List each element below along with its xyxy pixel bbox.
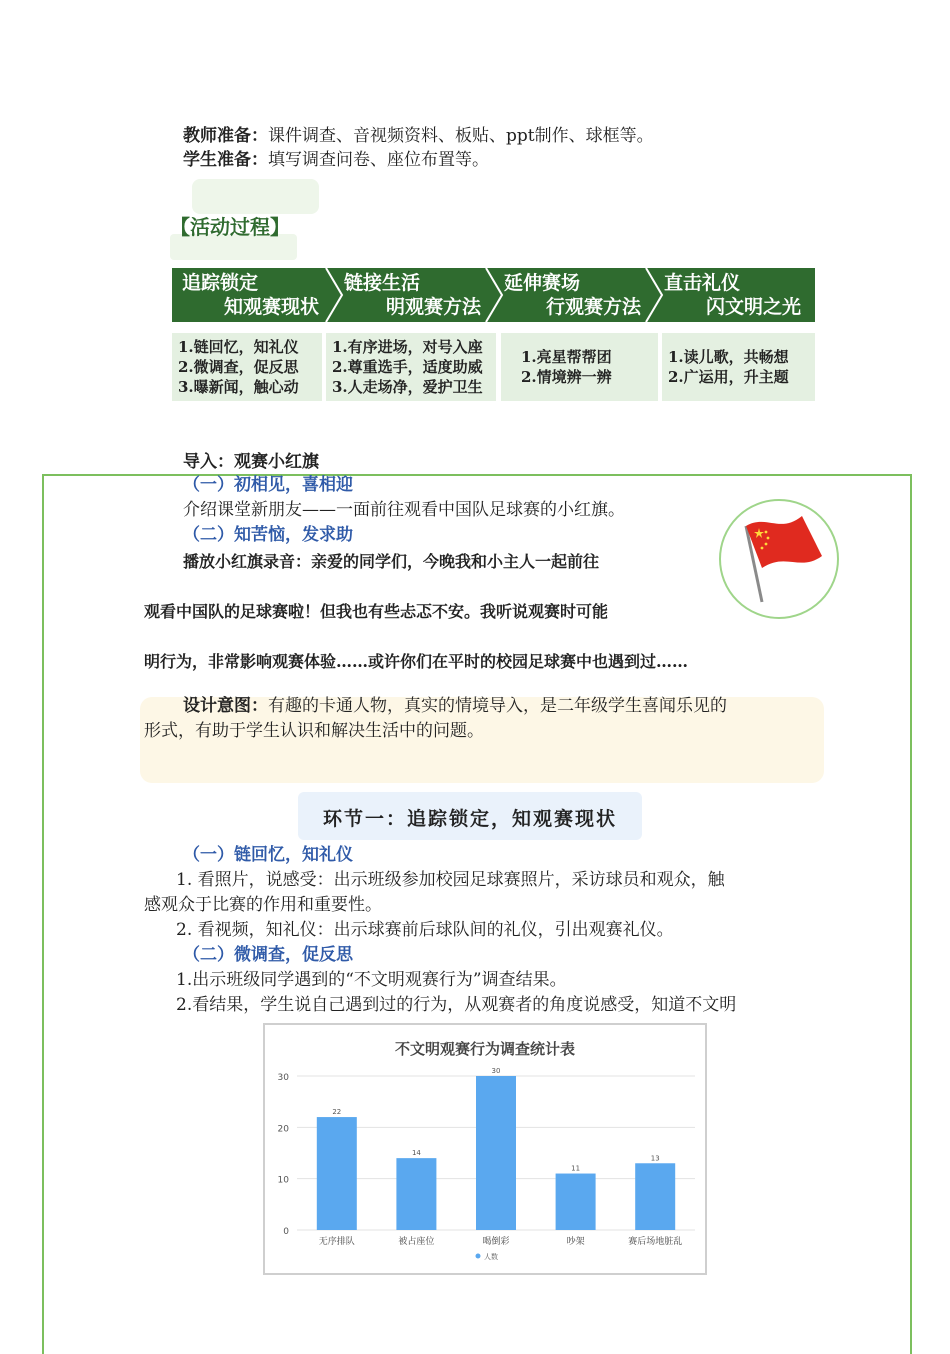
stage-subtitle: 行观赛方法	[546, 296, 642, 318]
section-paragraph: 2.看结果，学生说自己遇到过的行为，从观赛者的角度说感受，知道不文明	[176, 995, 737, 1015]
decor-box	[192, 179, 319, 214]
stage-title: 直击礼仪	[664, 272, 741, 294]
intro-subheading-2: （二）知苦恼，发求助	[183, 525, 353, 545]
section-title: 环节一：追踪锁定，知观赛现状	[322, 808, 617, 830]
list-item: 1.有序进场，对号入座	[332, 338, 483, 356]
bar-chart	[265, 1025, 705, 1273]
teacher-prep-label: 教师准备：	[183, 126, 268, 146]
survey-chart	[263, 1023, 707, 1275]
section-subheading-1: （一）链回忆，知礼仪	[183, 845, 353, 865]
student-prep	[183, 148, 489, 172]
bar	[317, 1117, 357, 1230]
section-paragraph: 2. 看视频，知礼仪：出示球赛前后球队间的礼仪，引出观赛礼仪。	[176, 920, 674, 940]
audio-line: 观看中国队的足球赛啦！但我也有些忐忑不安。我听说观赛时可能	[144, 602, 609, 621]
list-item: 3.曝新闻，触心动	[178, 378, 299, 396]
x-tick-label: 被占座位	[398, 1237, 435, 1247]
list-item: 1.亮星帮帮团	[521, 348, 612, 366]
data-label: 11	[571, 1164, 581, 1173]
stage-card-items	[668, 347, 789, 387]
data-label: 22	[332, 1108, 342, 1117]
chevron-arrows-icon	[172, 268, 815, 322]
stage-card-1	[172, 333, 322, 401]
stage-card-items	[521, 347, 612, 387]
bar	[476, 1076, 516, 1230]
intro-paragraph: 介绍课堂新朋友——一面前往观看中国队足球赛的小红旗。	[183, 500, 625, 520]
stage-card-items	[332, 337, 483, 397]
audio-line: 明行为，非常影响观赛体验……或许你们在平时的校园足球赛中也遇到过……	[144, 652, 689, 671]
data-label: 13	[650, 1154, 660, 1163]
legend-swatch	[476, 1254, 481, 1259]
list-item: 2.情境辨一辨	[521, 368, 612, 386]
stage-card-3	[501, 333, 658, 401]
stage-card-items	[178, 337, 299, 397]
stage-title: 延伸赛场	[504, 272, 581, 294]
list-item: 1.读儿歌，共畅想	[668, 348, 789, 366]
data-label: 14	[411, 1149, 421, 1158]
teacher-prep-text: 课件调查、音视频资料、板贴、ppt制作、球框等。	[268, 126, 654, 146]
stage-subtitle: 闪文明之光	[706, 296, 802, 318]
design-intent-line-2: 形式，有助于学生认识和解决生活中的问题。	[144, 721, 484, 741]
x-tick-label: 无序排队	[318, 1237, 355, 1247]
stage-title: 追踪锁定	[182, 272, 259, 294]
process-title: 【活动过程】	[170, 215, 290, 239]
design-intent-line-1	[183, 694, 727, 718]
x-tick-label: 吵架	[566, 1237, 585, 1247]
stage-subtitle: 知观赛现状	[224, 296, 320, 318]
list-item: 2.微调查，促反思	[178, 358, 299, 376]
section-subheading-2: （二）微调查，促反思	[183, 945, 353, 965]
section-paragraph: 1.出示班级同学遇到的“不文明观赛行为”调查结果。	[176, 970, 567, 990]
x-tick-label: 喝倒彩	[482, 1237, 510, 1247]
list-item: 3.人走场净，爱护卫生	[332, 378, 483, 396]
list-item: 1.链回忆，知礼仪	[178, 338, 299, 356]
list-item: 2.广运用，升主题	[668, 368, 789, 386]
section-paragraph: 感观众于比赛的作用和重要性。	[144, 895, 382, 915]
data-label: 30	[491, 1067, 501, 1075]
intro-subheading-1: （一）初相见，喜相迎	[183, 475, 353, 495]
list-item: 2.尊重选手，适度助威	[332, 358, 483, 376]
teacher-prep	[183, 124, 654, 148]
audio-line: 播放小红旗录音：亲爱的同学们，今晚我和小主人一起前往	[183, 552, 600, 571]
bar	[556, 1174, 596, 1230]
bar	[635, 1163, 675, 1230]
section-paragraph: 1. 看照片，说感受：出示班级参加校园足球赛照片，采访球员和观众，触	[176, 870, 725, 890]
chart-title: 不文明观赛行为调查统计表	[394, 1040, 576, 1058]
stage-card-2	[326, 333, 496, 401]
y-tick-label: 20	[277, 1124, 289, 1135]
y-tick-label: 10	[277, 1175, 289, 1186]
process-banner	[172, 268, 815, 322]
design-intent-text: 有趣的卡通人物，真实的情境导入，是二年级学生喜闻乐见的	[268, 696, 727, 716]
stage-subtitle: 明观赛方法	[386, 296, 482, 318]
design-intent-label: 设计意图：	[183, 696, 268, 716]
y-tick-label: 30	[277, 1073, 289, 1083]
bar	[396, 1158, 436, 1230]
stage-card-4	[662, 333, 815, 401]
red-flag-icon	[718, 498, 840, 620]
x-tick-label: 赛后场地脏乱	[628, 1237, 683, 1247]
stage-title: 链接生活	[344, 272, 421, 294]
intro-heading: 导入：观赛小红旗	[183, 452, 319, 472]
student-prep-text: 填写调查问卷、座位布置等。	[268, 150, 489, 170]
y-tick-label: 0	[283, 1227, 289, 1237]
legend-label: 人数	[484, 1253, 498, 1261]
student-prep-label: 学生准备：	[183, 150, 268, 170]
audio-text-block	[144, 540, 692, 680]
